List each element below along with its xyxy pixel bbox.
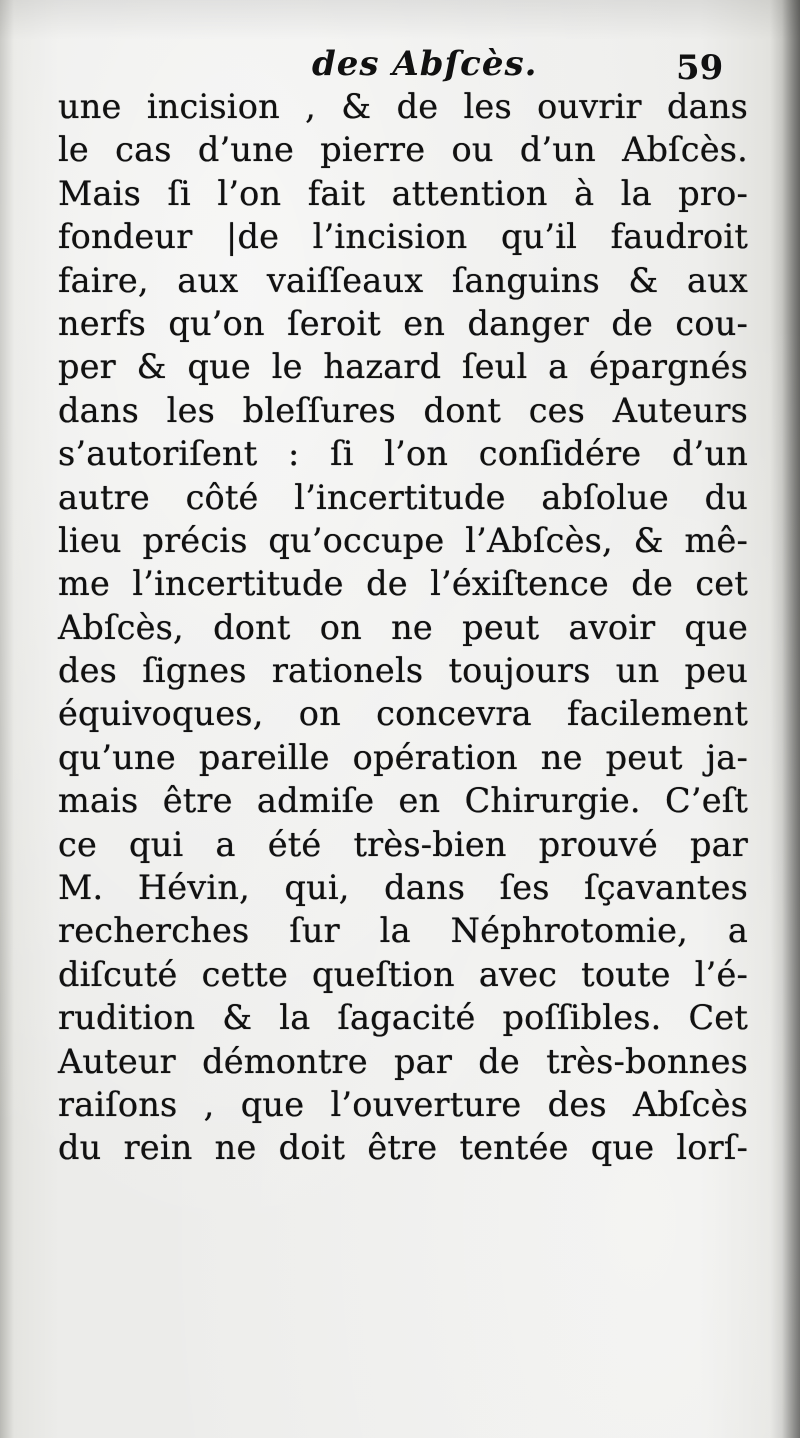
text-line: ce qui a été très-bien prouvé par: [58, 824, 748, 864]
text-line: Mais ſi l’on fait attention à la pro-: [58, 173, 748, 213]
text-line: des ſignes rationels toujours un peu: [58, 651, 748, 691]
body-text: [58, 85, 748, 1170]
text-line: M. Hévin, qui, dans ſes ſçavantes: [58, 868, 748, 908]
text-line: autre côté l’incertitude abſolue du: [58, 477, 748, 517]
text-line: Auteur démontre par de très-bonnes: [58, 1041, 748, 1081]
text-line: fondeur |de l’incision qu’il faudroit: [58, 217, 748, 257]
running-head: [0, 40, 800, 90]
text-line: raiſons , que l’ouverture des Abſcès: [58, 1084, 748, 1124]
page-number: 59: [676, 48, 724, 88]
text-line: Abſcès, dont on ne peut avoir que: [58, 607, 748, 647]
text-line: nerfs qu’on ſeroit en danger de cou-: [58, 303, 748, 343]
text-line: le cas d’une pierre ou d’un Abſcès.: [58, 130, 748, 170]
text-line: diſcuté cette queſtion avec toute l’é-: [58, 954, 748, 994]
text-line: s’autoriſent : ſi l’on conſidére d’un: [58, 434, 748, 474]
page-edge-shadow: [782, 0, 800, 1438]
text-line: dans les bleſſures dont ces Auteurs: [58, 390, 748, 430]
text-line: me l’incertitude de l’éxiſtence de cet: [58, 564, 748, 604]
page-top-shading: [0, 0, 800, 40]
text-line: lieu précis qu’occupe l’Abſcès, & mê-: [58, 520, 748, 560]
text-line: une incision , & de les ouvrir dans: [58, 87, 748, 126]
text-line: équivoques, on concevra facilement: [58, 694, 748, 734]
text-line: rudition & la ſagacité poſſibles. Cet: [58, 998, 748, 1038]
running-title: des Abſcès.: [312, 44, 538, 84]
text-line: mais être admiſe en Chirurgie. C’eſt: [58, 781, 748, 821]
text-line: faire, aux vaiſſeaux ſanguins & aux: [58, 260, 748, 300]
text-line: qu’une pareille opération ne peut ja-: [58, 737, 748, 777]
text-line: recherches ſur la Néphrotomie, a: [58, 911, 748, 951]
text-line: du rein ne doit être tentée que lorſ-: [58, 1128, 748, 1168]
text-line: per & que le hazard ſeul a épargnés: [58, 347, 748, 387]
